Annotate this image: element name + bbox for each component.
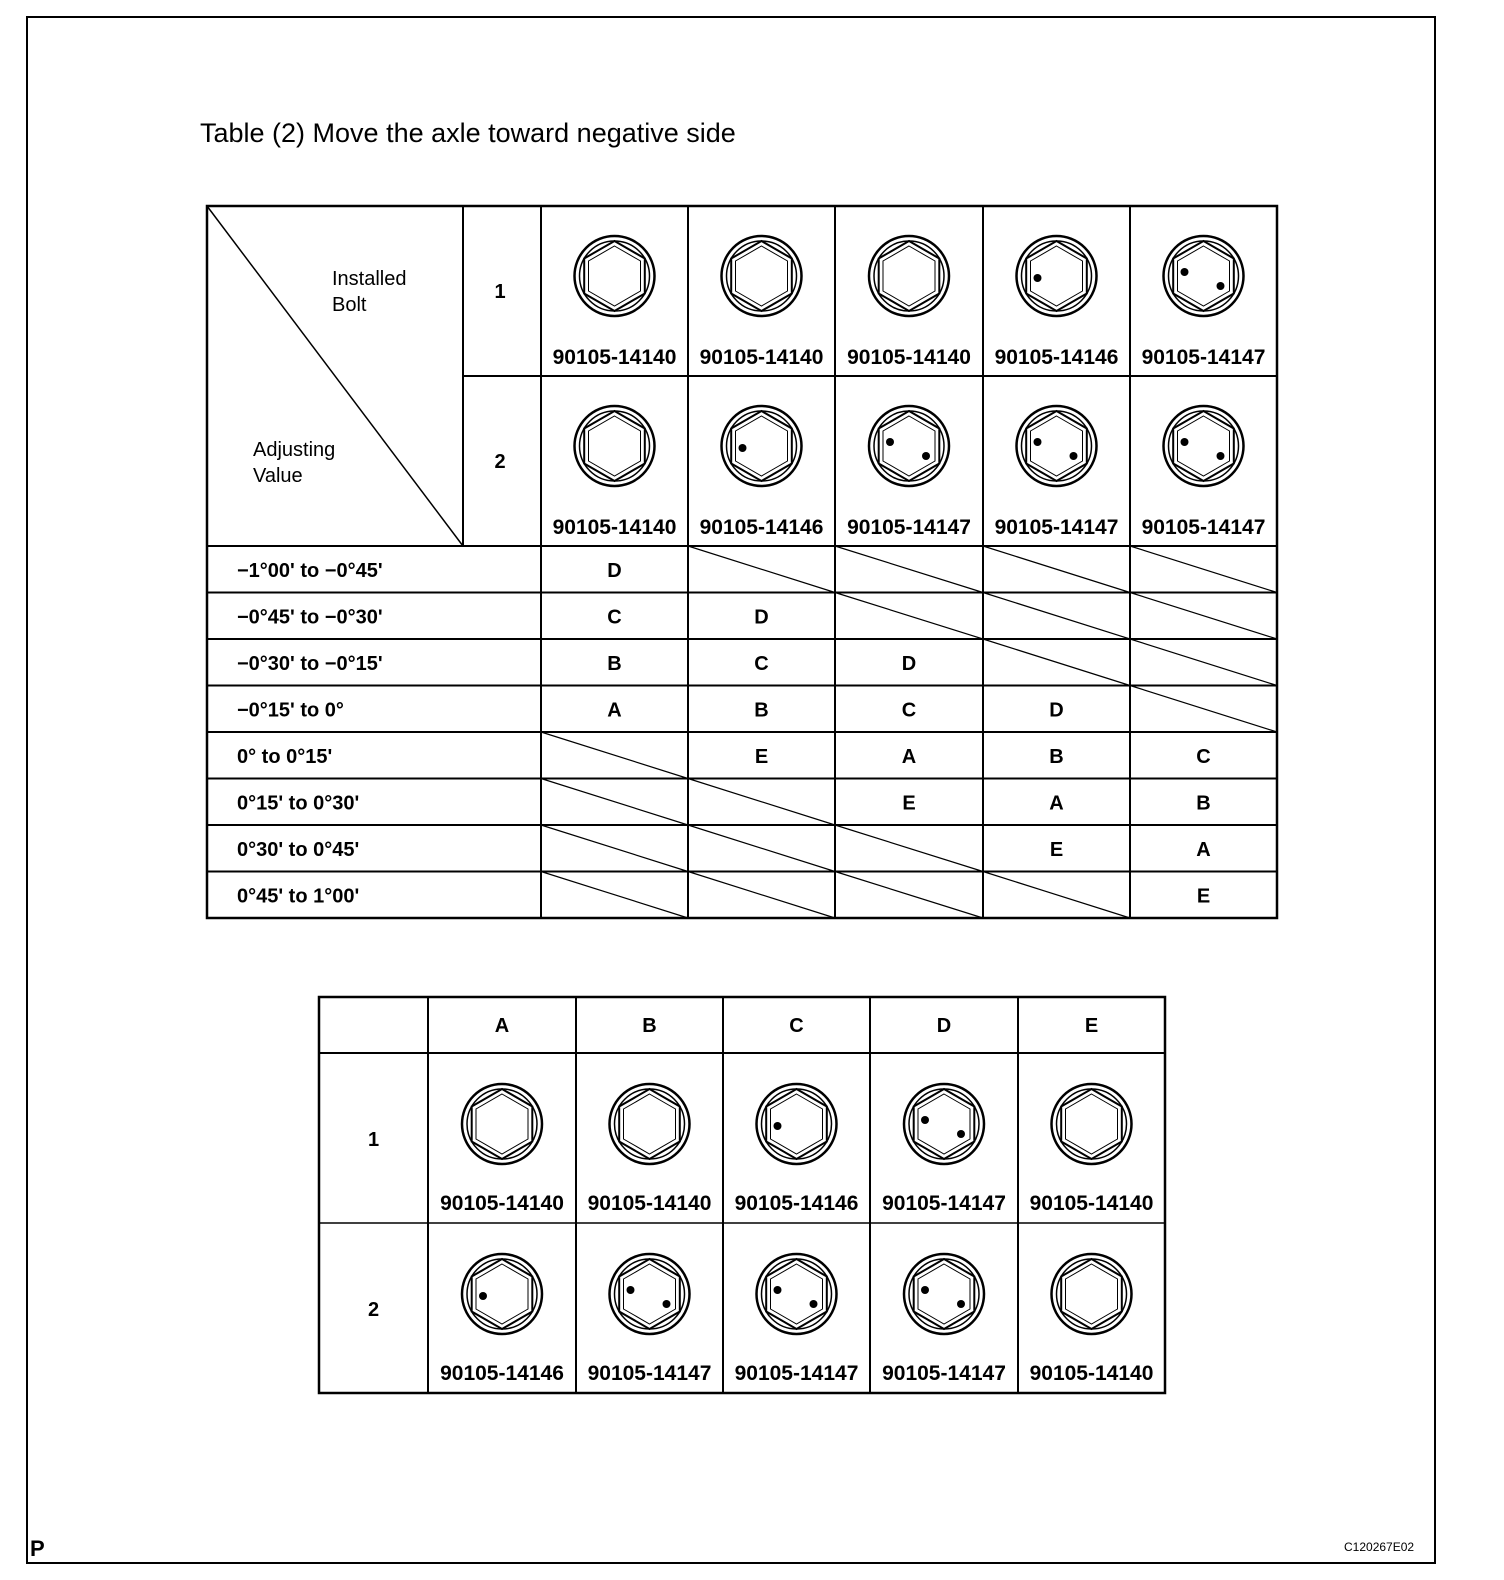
not-applicable-slash — [983, 593, 1130, 640]
bolt-mark-dot — [921, 1286, 929, 1294]
figure-code: C120267E02 — [1344, 1540, 1415, 1554]
bolt-hex-inner — [883, 416, 935, 476]
bolt-hex-inner — [624, 1094, 676, 1154]
bolt-mark-dot — [921, 1116, 929, 1124]
combination-column-header: C — [789, 1015, 804, 1037]
not-applicable-slash — [541, 872, 688, 919]
bolt-inner-ring — [1169, 411, 1239, 481]
not-applicable-slash — [1130, 686, 1277, 733]
bolt-icon — [1052, 1254, 1132, 1334]
bolt-icon — [904, 1254, 984, 1334]
bolt-hex-head — [584, 241, 645, 311]
bolt-hex-inner — [918, 1094, 970, 1154]
bolt-hex-head — [879, 411, 940, 481]
bolt-part-number: 90105-14147 — [734, 1362, 859, 1385]
bolt-outer-ring — [869, 406, 949, 486]
bolt-hex-head — [472, 1089, 533, 1159]
bolt-outer-ring — [1052, 1084, 1132, 1164]
adjusting-range-label: −0°30' to −0°15' — [237, 653, 383, 675]
table-title: Table (2) Move the axle toward negative side — [200, 118, 736, 148]
bolt-outer-ring — [904, 1084, 984, 1164]
combination-letter: C — [607, 606, 622, 629]
adjusting-range-label: 0°30' to 0°45' — [237, 839, 360, 861]
bolt-part-number: 90105-14147 — [847, 516, 971, 539]
bolt-hex-head — [1173, 411, 1234, 481]
bolt-outer-ring — [575, 406, 655, 486]
bolt-part-number: 90105-14147 — [994, 516, 1119, 539]
bolt-hex-inner — [1031, 416, 1083, 476]
bolt-mark-dot — [1034, 438, 1042, 446]
not-applicable-slash — [688, 546, 835, 593]
not-applicable-slash — [983, 546, 1130, 593]
bolt-inner-ring — [727, 411, 797, 481]
installed-bolt-label: Installed — [332, 268, 407, 290]
bolt-inner-ring — [1022, 411, 1092, 481]
bolt-icon — [1017, 406, 1097, 486]
combination-letter: C — [1196, 746, 1211, 768]
adjusting-range-label: −1°00' to −0°45' — [237, 560, 383, 582]
bolt-icon — [462, 1254, 542, 1334]
bolt-part-number: 90105-14147 — [1141, 516, 1266, 539]
bolt-hex-inner — [736, 246, 788, 306]
bolt-inner-ring — [1169, 241, 1239, 311]
bolt-part-number: 90105-14147 — [1141, 346, 1266, 369]
not-applicable-slash — [1130, 639, 1277, 686]
bolt-outer-ring — [1164, 236, 1244, 316]
combination-letter: B — [1196, 792, 1211, 815]
bolt-position-label: 1 — [494, 281, 506, 303]
bolt-hex-head — [1026, 411, 1087, 481]
bolt-hex-inner — [589, 246, 641, 306]
bolt-inner-ring — [909, 1259, 979, 1329]
bolt-hex-inner — [1178, 246, 1230, 306]
bolt-hex-head — [731, 241, 792, 311]
bolt-icon — [722, 406, 802, 486]
combination-column-header: E — [1084, 1015, 1099, 1037]
bolt-outer-ring — [462, 1254, 542, 1334]
bolt-icon — [869, 406, 949, 486]
bolt-part-number: 90105-14140 — [1029, 1362, 1154, 1385]
bolt-outer-ring — [1052, 1254, 1132, 1334]
bolt-outer-ring — [1164, 406, 1244, 486]
bolt-hex-head — [914, 1089, 975, 1159]
bolt-mark-dot — [774, 1122, 782, 1130]
bolt-part-number: 90105-14146 — [699, 516, 824, 539]
bolt-inner-ring — [874, 241, 944, 311]
bolt-part-number: 90105-14146 — [734, 1192, 859, 1215]
bolt-mark-dot — [1217, 452, 1225, 460]
not-applicable-slash — [688, 825, 835, 872]
page-letter: P — [30, 1536, 45, 1561]
bolt-part-number: 90105-14140 — [1029, 1192, 1154, 1215]
bolt-hex-head — [914, 1259, 975, 1329]
bolt-outer-ring — [757, 1254, 837, 1334]
adjusting-range-label: −0°45' to −0°30' — [237, 606, 383, 629]
not-applicable-slash — [835, 546, 983, 593]
bolt-part-number: 90105-14140 — [699, 346, 824, 369]
bolt-inner-ring — [762, 1089, 832, 1159]
bolt-position-label: 2 — [367, 1299, 380, 1321]
bolt-outer-ring — [462, 1084, 542, 1164]
bolt-outer-ring — [610, 1084, 690, 1164]
bolt-mark-dot — [922, 452, 930, 460]
bolt-hex-head — [766, 1259, 827, 1329]
combination-letter: D — [607, 560, 622, 582]
bolt-inner-ring — [615, 1259, 685, 1329]
bolt-icon — [1017, 236, 1097, 316]
combination-column-header: D — [936, 1015, 952, 1037]
bolt-hex-inner — [1178, 416, 1230, 476]
combination-letter: E — [902, 792, 916, 815]
bolt-inner-ring — [615, 1089, 685, 1159]
combination-letter: E — [1049, 839, 1064, 861]
bolt-outer-ring — [610, 1254, 690, 1334]
bolt-hex-head — [1173, 241, 1234, 311]
bolt-outer-ring — [1017, 406, 1097, 486]
bolt-icon — [462, 1084, 542, 1164]
bolt-hex-inner — [589, 416, 641, 476]
not-applicable-slash — [835, 593, 983, 640]
bolt-part-number: 90105-14147 — [587, 1362, 712, 1385]
bolt-outer-ring — [757, 1084, 837, 1164]
bolt-outer-ring — [1017, 236, 1097, 316]
bolt-inner-ring — [727, 241, 797, 311]
bolt-hex-head — [1061, 1259, 1122, 1329]
not-applicable-slash — [688, 779, 835, 826]
bolt-hex-inner — [883, 246, 935, 306]
bolt-mark-dot — [1070, 452, 1078, 460]
bolt-part-number: 90105-14146 — [440, 1362, 564, 1385]
bolt-part-number: 90105-14147 — [882, 1362, 1006, 1385]
bolt-outer-ring — [722, 406, 802, 486]
not-applicable-slash — [541, 825, 688, 872]
bolt-icon — [1164, 236, 1244, 316]
combination-column-header: A — [494, 1015, 510, 1037]
bolt-part-number: 90105-14140 — [552, 516, 677, 539]
bolt-mark-dot — [663, 1300, 671, 1308]
bolt-inner-ring — [762, 1259, 832, 1329]
combination-letter: A — [607, 699, 622, 722]
installed-bolt-label: Bolt — [332, 294, 367, 316]
bolt-hex-inner — [918, 1264, 970, 1324]
bolt-hex-inner — [1066, 1264, 1118, 1324]
bolt-part-number: 90105-14140 — [440, 1192, 564, 1215]
bolt-hex-inner — [771, 1264, 823, 1324]
not-applicable-slash — [688, 872, 835, 919]
bolt-icon — [575, 406, 655, 486]
combination-letter: C — [754, 653, 769, 675]
combination-letter: D — [1049, 699, 1064, 722]
bolt-outer-ring — [575, 236, 655, 316]
bolt-hex-head — [1061, 1089, 1122, 1159]
bolt-icon — [610, 1084, 690, 1164]
bolt-hex-head — [584, 411, 645, 481]
bolt-icon — [757, 1084, 837, 1164]
adjusting-range-label: −0°15' to 0° — [237, 699, 344, 722]
header-diagonal — [207, 206, 463, 546]
adjusting-range-label: 0° to 0°15' — [237, 746, 333, 768]
combination-letter: D — [754, 606, 769, 629]
bolt-position-label: 1 — [367, 1129, 380, 1151]
combination-letter: E — [754, 746, 769, 768]
bolt-mark-dot — [1034, 274, 1042, 282]
bolt-icon — [904, 1084, 984, 1164]
bolt-hex-inner — [624, 1264, 676, 1324]
bolt-part-number: 90105-14140 — [552, 346, 677, 369]
bolt-icon — [610, 1254, 690, 1334]
bolt-outer-ring — [904, 1254, 984, 1334]
bolt-mark-dot — [1217, 282, 1225, 290]
adjusting-range-label: 0°15' to 0°30' — [237, 792, 360, 815]
bolt-mark-dot — [957, 1300, 965, 1308]
bolt-mark-dot — [1181, 268, 1189, 276]
not-applicable-slash — [983, 639, 1130, 686]
bolt-mark-dot — [1181, 438, 1189, 446]
bolt-mark-dot — [957, 1130, 965, 1138]
bolt-hex-inner — [476, 1094, 528, 1154]
bolt-icon — [1164, 406, 1244, 486]
bolt-inner-ring — [580, 411, 650, 481]
combination-letter: A — [901, 746, 917, 768]
bolt-mark-dot — [627, 1286, 635, 1294]
not-applicable-slash — [835, 825, 983, 872]
bolt-inner-ring — [909, 1089, 979, 1159]
bolt-hex-head — [619, 1259, 680, 1329]
bolt-position-label: 2 — [494, 451, 506, 473]
bolt-outer-ring — [869, 236, 949, 316]
bolt-mark-dot — [774, 1286, 782, 1294]
not-applicable-slash — [835, 872, 983, 919]
bolt-icon — [757, 1254, 837, 1334]
bolt-icon — [575, 236, 655, 316]
adjusting-value-label: Adjusting — [253, 439, 336, 461]
not-applicable-slash — [541, 732, 688, 779]
bolt-outer-ring — [722, 236, 802, 316]
bolt-inner-ring — [467, 1259, 537, 1329]
bolt-part-number: 90105-14146 — [994, 346, 1119, 369]
adjusting-range-label: 0°45' to 1°00' — [237, 885, 360, 908]
combination-letter: B — [754, 699, 769, 722]
combination-letter: B — [607, 653, 622, 675]
bolt-inner-ring — [1022, 241, 1092, 311]
bolt-inner-ring — [1057, 1089, 1127, 1159]
bolt-part-number: 90105-14140 — [587, 1192, 712, 1215]
bolt-inner-ring — [580, 241, 650, 311]
bolt-hex-inner — [1066, 1094, 1118, 1154]
combination-column-header: B — [642, 1015, 657, 1037]
not-applicable-slash — [1130, 593, 1277, 640]
not-applicable-slash — [1130, 546, 1277, 593]
bolt-hex-head — [879, 241, 940, 311]
adjusting-value-label: Value — [253, 465, 303, 487]
bolt-hex-head — [619, 1089, 680, 1159]
bolt-mark-dot — [886, 438, 894, 446]
combination-letter: C — [901, 699, 917, 722]
bolt-mark-dot — [739, 444, 747, 452]
bolt-mark-dot — [479, 1292, 487, 1300]
combination-letter: A — [1196, 839, 1211, 861]
bolt-part-number: 90105-14140 — [847, 346, 971, 369]
combination-letter: D — [901, 653, 917, 675]
combination-letter: E — [1196, 885, 1211, 908]
bolt-inner-ring — [1057, 1259, 1127, 1329]
combination-letter: A — [1049, 792, 1064, 815]
bolt-icon — [1052, 1084, 1132, 1164]
bolt-icon — [722, 236, 802, 316]
bolt-part-number: 90105-14147 — [882, 1192, 1006, 1215]
not-applicable-slash — [983, 872, 1130, 919]
bolt-inner-ring — [874, 411, 944, 481]
bolt-inner-ring — [467, 1089, 537, 1159]
bolt-mark-dot — [810, 1300, 818, 1308]
combination-letter: B — [1049, 746, 1064, 768]
not-applicable-slash — [541, 779, 688, 826]
bolt-icon — [869, 236, 949, 316]
